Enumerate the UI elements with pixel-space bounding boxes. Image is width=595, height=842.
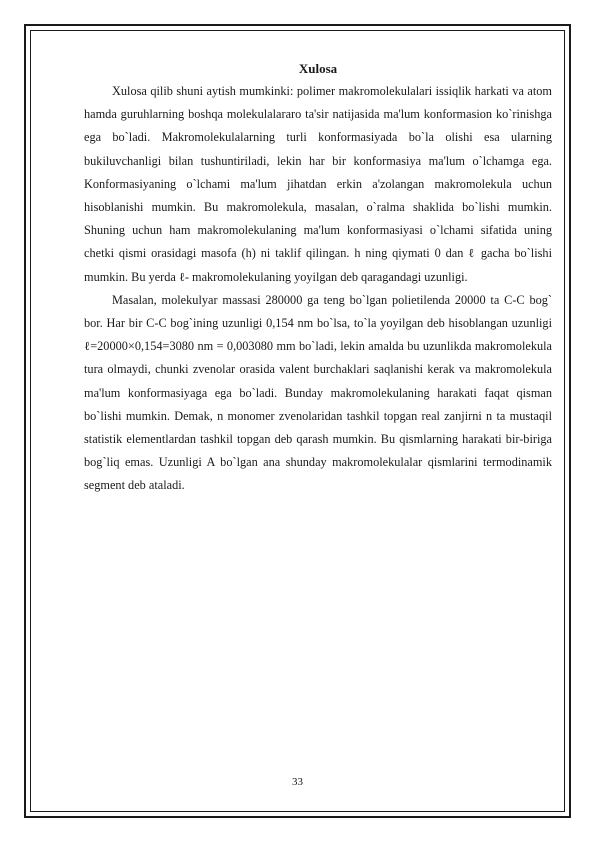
document-body — [84, 58, 552, 498]
paragraph-1: Xulosa qilib shuni aytish mumkinki: polimer makromolekulalari issiqlik harkati va atom hamda guruhlarning boshqa molekulalararo ta'sir natijasida ma'lum konformasion ko`rinishga ega bo`ladi. Makromolekulalarning turli konformasiyada bo`la olishi esa ularning bukiluvchanligi bilan tushuntiriladi, lekin har bir konformasiya ma'lum o`lchamga ega. Konformasiyaning o`lchami ma'lum jihatdan erkin a'zolangan makromolekula uchun hisoblanishi mumkin. Bu makromolekula, masalan, o`ralma shaklida bo`lishi mumkin. Shuning uchun ham makromolekulaning ma'lum konformasiyasi o`lchami sifatida uning chetki qismi orasidagi masofa (h) ni taklif qilingan. h ning qiymati 0 dan ℓ gacha bo`lishi mumkin. Bu yerda ℓ- makromolekulaning yoyilgan deb qaragandagi uzunligi. — [84, 84, 552, 284]
section-title: Xulosa — [298, 61, 338, 76]
page-number: 33 — [292, 776, 303, 788]
paragraph-2: Masalan, molekulyar massasi 280000 ga teng bo`lgan polietilenda 20000 ta C-C bog` bor. Har bir C-C bog`ining uzunligi 0,154 nm bo`lsa, to`la yoyilgan deb hisoblangan uzunligi ℓ=20000×0,154=3080 nm = 0,003080 mm bo`ladi, lekin amalda bu uzunlikda makromolekula tura olmaydi, chunki zvenolar orasida valent burchaklari saqlanishi kerak va makromolekula ma'lum konformasiyaga ega bo`ladi. Bunday makromolekulaning harakati faqat qisman bo`lishi mumkin. Demak, n monomer zvenolaridan tashkil topgan real zanjirni n ta mustaqil statistik elementlardan tashkil topgan deb qarash mumkin. Bu qismlarning harakati bir-biriga bog`liq emas. Uzunligi A bo`lgan ana shunday makromolekulalar qismlarini termodinamik segment deb ataladi. — [84, 292, 552, 493]
